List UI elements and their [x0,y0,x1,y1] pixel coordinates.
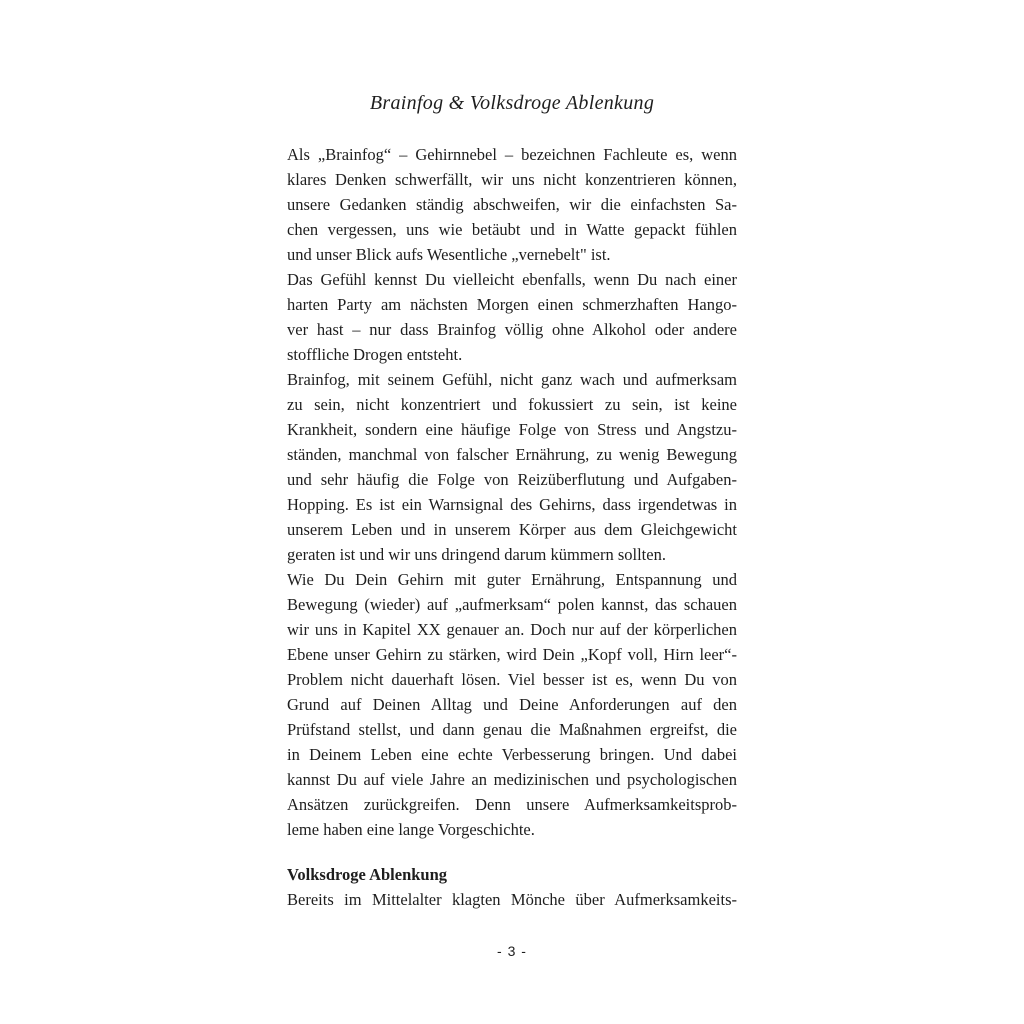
text-line: unserem Leben und in unserem Körper aus dem Gleichgewicht [287,520,737,539]
text-line: Grund auf Deinen Alltag und Deine Anforderungen auf den [287,695,737,714]
body-text [287,142,737,912]
text-line: Krankheit, sondern eine häufige Folge von Stress und Angstzu- [287,420,737,439]
text-line: geraten ist und wir uns dringend darum kümmern sollten. [287,545,666,564]
text-line: harten Party am nächsten Morgen einen schmerzhaften Hango- [287,295,737,314]
text-line: und unser Blick aufs Wesentliche „vernebelt" ist. [287,245,611,264]
text-line: Hopping. Es ist ein Warnsignal des Gehirns, dass irgendetwas in [287,495,737,514]
page-number: - 3 - [497,943,527,959]
text-line: und sehr häufig die Folge von Reizüberflutung und Aufgaben- [287,470,737,489]
text-line: in Deinem Leben eine echte Verbesserung bringen. Und dabei [287,745,737,764]
paragraph [287,887,737,912]
text-line: klares Denken schwerfällt, wir uns nicht konzentrieren können, [287,170,737,189]
paragraph [287,142,737,267]
text-line: Brainfog, mit seinem Gefühl, nicht ganz wach und aufmerksam [287,370,737,389]
paragraph [287,367,737,567]
text-line: Als „Brainfog“ – Gehirnnebel – bezeichnen Fachleute es, wenn [287,145,737,164]
text-line: ver hast – nur dass Brainfog völlig ohne Alkohol oder andere [287,320,737,339]
text-line: Ebene unser Gehirn zu stärken, wird Dein „Kopf voll, Hirn leer“- [287,645,737,664]
text-line: Das Gefühl kennst Du vielleicht ebenfalls, wenn Du nach einer [287,270,737,289]
text-line: Ansätzen zurückgreifen. Denn unsere Aufmerksamkeitsprob- [287,795,737,814]
text-line: chen vergessen, uns wie betäubt und in Watte gepackt fühlen [287,220,737,239]
text-line: zu sein, nicht konzentriert und fokussiert zu sein, ist keine [287,395,737,414]
section-heading: Volksdroge Ablenkung [287,865,448,884]
text-line: ständen, manchmal von falscher Ernährung, zu wenig Bewegung [287,445,737,464]
text-line: stoffliche Drogen entsteht. [287,345,463,364]
text-line: kannst Du auf viele Jahre an medizinischen und psychologischen [287,770,737,789]
text-line: leme haben eine lange Vorgeschichte. [287,820,535,839]
text-line: unsere Gedanken ständig abschweifen, wir die einfachsten Sa- [287,195,737,214]
text-line: wir uns in Kapitel XX genauer an. Doch nur auf der körperlichen [287,620,737,639]
text-line: Wie Du Dein Gehirn mit guter Ernährung, Entspannung und [287,570,737,589]
text-line: Prüfstand stellst, und dann genau die Maßnahmen ergreifst, die [287,720,737,739]
text-line: Bereits im Mittelalter klagten Mönche über Aufmerksamkeits- [287,890,737,909]
text-line: Problem nicht dauerhaft lösen. Viel besser ist es, wenn Du von [287,670,737,689]
paragraph [287,267,737,367]
text-line: Bewegung (wieder) auf „aufmerksam“ polen kannst, das schauen [287,595,737,614]
paragraph [287,567,737,842]
chapter-title: Brainfog & Volksdroge Ablenkung [369,92,655,114]
